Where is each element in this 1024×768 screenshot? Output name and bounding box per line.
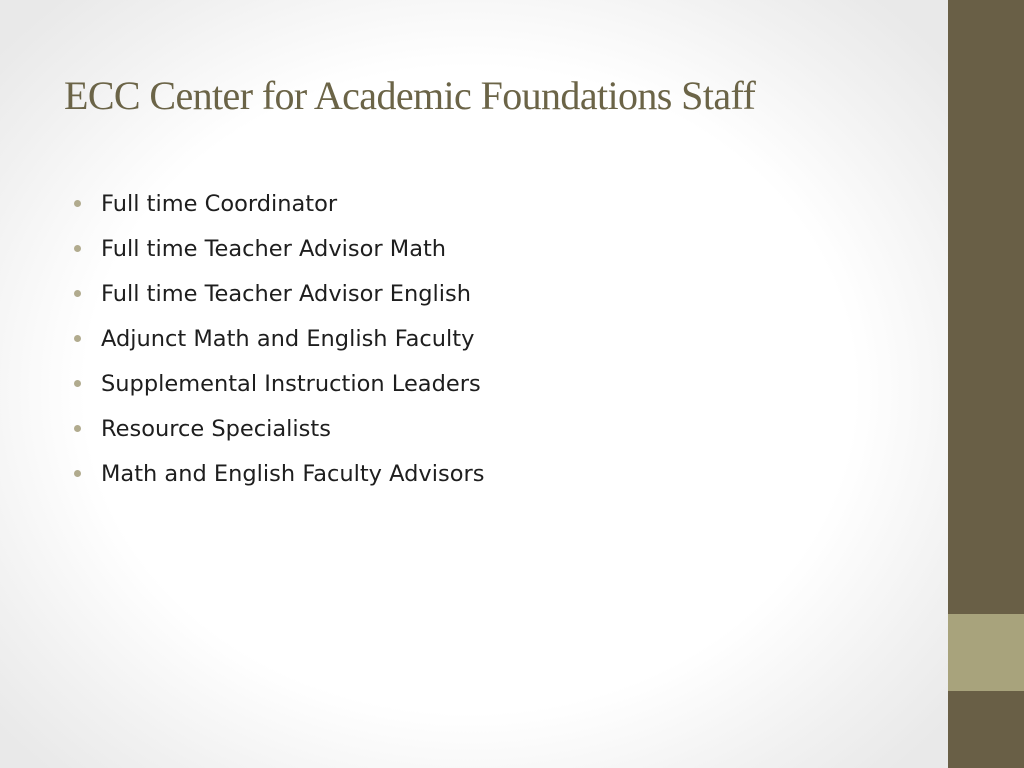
bullet-dot-icon (74, 290, 81, 297)
bullet-item (72, 410, 484, 455)
slide-title: ECC Center for Academic Foundations Staff (64, 73, 756, 118)
bullet-item (72, 320, 484, 365)
bullet-dot-icon (74, 200, 81, 207)
bullet-item (72, 230, 484, 275)
bullet-text: Resource Specialists (101, 416, 331, 442)
bullet-item (72, 275, 484, 320)
bullet-text: Full time Coordinator (101, 191, 338, 217)
bullet-dot-icon (74, 425, 81, 432)
bullet-item (72, 185, 484, 230)
bullet-text: Full time Teacher Advisor Math (101, 236, 447, 262)
bullet-dot-icon (74, 335, 81, 342)
bullet-item (72, 365, 484, 410)
bullet-text: Full time Teacher Advisor English (101, 281, 472, 307)
bullet-text: Supplemental Instruction Leaders (101, 371, 481, 397)
bullet-item (72, 455, 484, 500)
bullet-text: Math and English Faculty Advisors (101, 461, 485, 487)
bullet-dot-icon (74, 380, 81, 387)
bullet-text: Adjunct Math and English Faculty (101, 326, 475, 352)
bullet-dot-icon (74, 470, 81, 477)
bullet-list (72, 185, 484, 500)
decorative-side-accent (948, 614, 1024, 691)
bullet-dot-icon (74, 245, 81, 252)
